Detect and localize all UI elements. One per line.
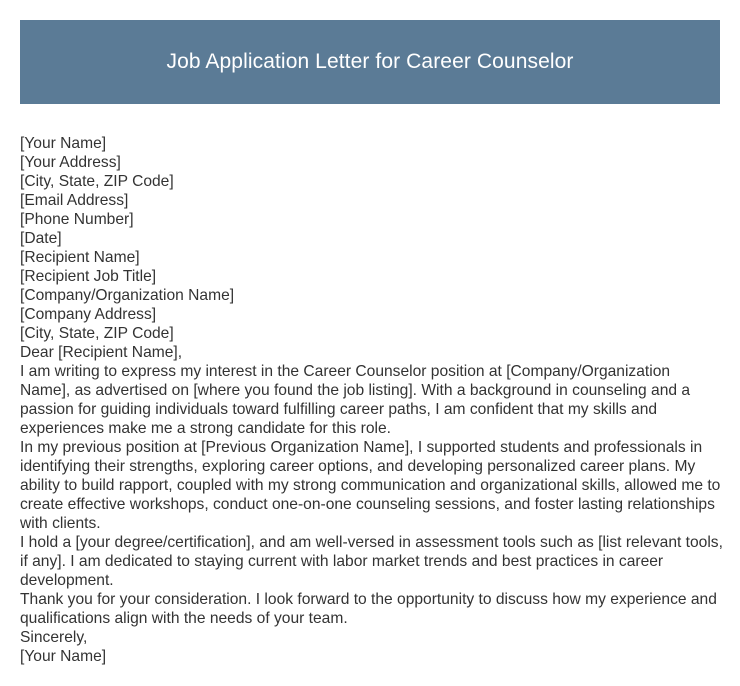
recipient-name: [Recipient Name] [20,249,140,266]
recipient-block [20,248,724,343]
sender-city-state-zip: [City, State, ZIP Code] [20,173,174,190]
paragraph-qualifications: I hold a [your degree/certification], and am well-versed in assessment tools such as [list relevant tools, if any]. I am dedicated to staying current with labor market trends and best practices in career development. [20,534,723,589]
sender-name: [Your Name] [20,135,107,152]
paragraph-experience: In my previous position at [Previous Organization Name], I supported students and professionals in identifying their strengths, exploring career options, and developing personalized career plans. My ability to build rapport, coupled with my strong communication and organizational skills, allowed me to create effective workshops, conduct one-on-one counseling sessions, and foster lasting relationships with clients. [20,439,721,532]
sender-address: [Your Address] [20,154,121,171]
recipient-city-state-zip: [City, State, ZIP Code] [20,325,174,342]
header-banner [20,20,720,104]
sender-block [20,134,724,248]
signature: [Your Name] [20,648,107,665]
sender-email: [Email Address] [20,192,129,209]
closing: Sincerely, [20,629,88,646]
letter-body [20,134,724,666]
salutation: Dear [Recipient Name], [20,344,183,361]
paragraph-intro: I am writing to express my interest in the Career Counselor position at [Company/Organization Name], as advertised on [where you found the job listing]. With a background in counseling and a passion for guiding individuals toward fulfilling career paths, I am confident that my skills and experiences make me a strong candidate for this role. [20,363,691,437]
sender-phone: [Phone Number] [20,211,134,228]
page-title: Job Application Letter for Career Counselor [166,50,574,73]
recipient-job-title: [Recipient Job Title] [20,268,157,285]
recipient-address: [Company Address] [20,306,157,323]
paragraph-thanks: Thank you for your consideration. I look forward to the opportunity to discuss how my experience and qualifications align with the needs of your team. [20,591,717,627]
recipient-organization: [Company/Organization Name] [20,287,235,304]
letter-date: [Date] [20,230,62,247]
